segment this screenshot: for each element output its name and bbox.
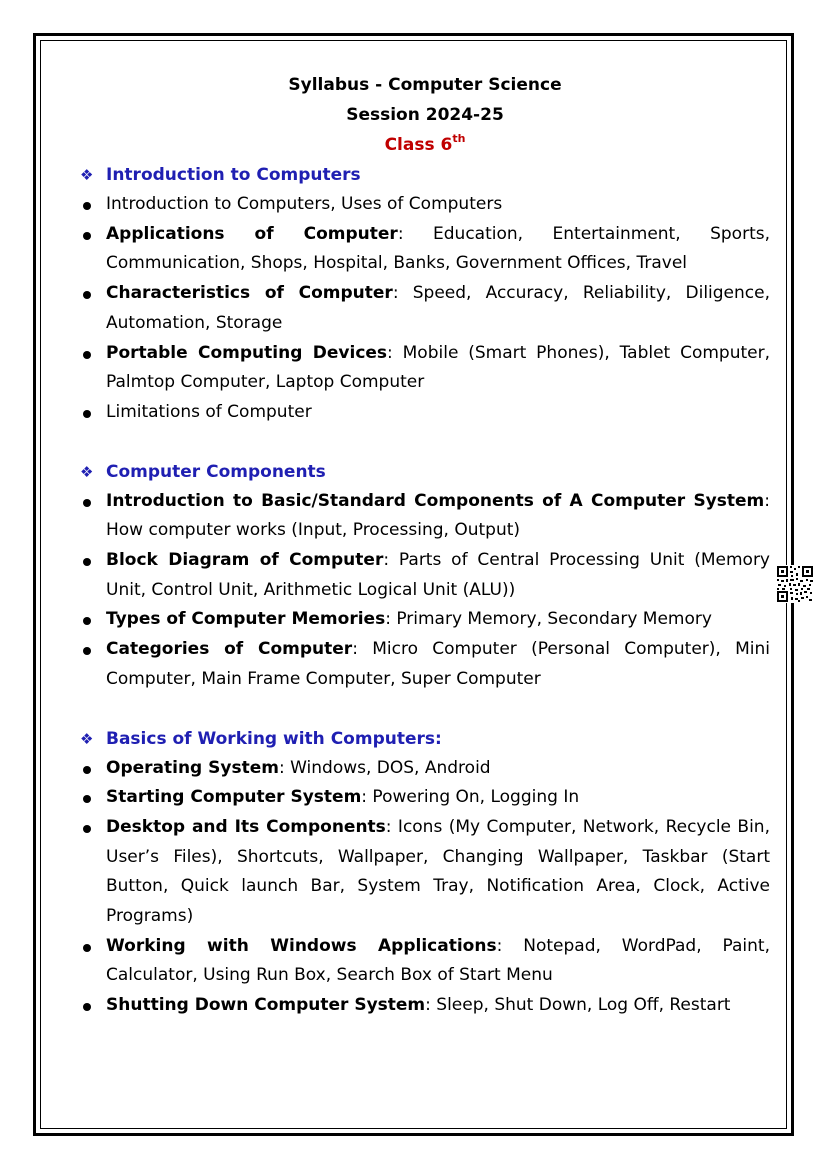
section-title-text: Basics of Working with Computers: (106, 728, 442, 749)
topic-text: : Parts of Central Processing Unit (Memory Unit, Control Unit, Arithmetic Logical Unit (ALU)) (106, 550, 770, 600)
round-bullet-icon (83, 647, 91, 655)
topic-heading: Shutting Down Computer System (106, 995, 426, 1016)
section-title-text: Introduction to Computers (106, 165, 361, 185)
round-bullet-icon (83, 232, 91, 240)
section-title (80, 724, 770, 754)
document-title: Syllabus - Computer Science (288, 75, 562, 95)
topic-text: : Micro Computer (Personal Computer), Mini Computer, Main Frame Computer, Super Computer (106, 639, 770, 689)
topic-heading: Portable Computing Devices (106, 342, 388, 363)
section-title (80, 160, 770, 190)
diamond-bullet-icon: ❖ (80, 166, 94, 184)
list-item (80, 190, 770, 220)
topic-text: : Primary Memory, Secondary Memory (385, 609, 712, 630)
section-3 (80, 724, 770, 1021)
round-bullet-icon (83, 291, 91, 299)
list-item (80, 487, 770, 546)
topic-text: : How computer works (Input, Processing, Output) (106, 490, 770, 541)
list-item (80, 398, 770, 428)
topic-list (80, 487, 770, 695)
round-bullet-icon (83, 351, 91, 359)
section-title-text: Computer Components (106, 461, 326, 482)
topic-heading: Block Diagram of Computer (106, 550, 384, 571)
topic-text: Limitations of Computer (106, 401, 312, 422)
list-item (80, 754, 770, 784)
topic-heading: Working with Windows Applications (106, 935, 497, 956)
list-item (80, 339, 770, 398)
round-bullet-icon (83, 766, 91, 774)
list-item (80, 783, 770, 813)
topic-heading: Types of Computer Memories (106, 609, 386, 630)
round-bullet-icon (83, 499, 91, 507)
topic-text: : Notepad, WordPad, Paint, Calculator, Using Run Box, Search Box of Start Menu (106, 935, 770, 986)
list-item (80, 813, 770, 932)
topic-heading: Categories of Computer (106, 639, 353, 660)
list-item (80, 991, 770, 1021)
class-label-superscript: th (452, 132, 466, 146)
section-1 (80, 160, 770, 428)
section-title (80, 457, 770, 487)
round-bullet-icon (83, 558, 91, 566)
topic-text: : Speed, Accuracy, Reliability, Diligence, Automation, Storage (106, 283, 770, 333)
topic-list (80, 190, 770, 428)
sections-container (80, 160, 770, 1021)
topic-heading: Introduction to Basic/Standard Components of A Computer System (106, 490, 765, 511)
list-item (80, 546, 770, 605)
round-bullet-icon (83, 410, 91, 418)
diamond-bullet-icon: ❖ (80, 729, 94, 748)
topic-list (80, 754, 770, 1021)
list-item (80, 932, 770, 991)
topic-text: : Sleep, Shut Down, Log Off, Restart (425, 995, 731, 1016)
round-bullet-icon (83, 795, 91, 803)
topic-heading: Characteristics of Computer (106, 283, 393, 304)
list-item (80, 279, 770, 338)
topic-text: : Icons (My Computer, Network, Recycle Bin, User’s Files), Shortcuts, Wallpaper, Changing Wallpaper, Taskbar (Start Button, Quick launch Bar, System Tray, Notification Area, Clock, Active Programs) (106, 816, 770, 927)
round-bullet-icon (83, 202, 91, 210)
session-label: Session 2024-25 (346, 105, 504, 125)
section-2 (80, 457, 770, 695)
topic-heading: Starting Computer System (106, 787, 362, 808)
syllabus-document (80, 70, 770, 1021)
topic-heading: Applications of Computer (106, 223, 398, 244)
list-item (80, 220, 770, 279)
diamond-bullet-icon: ❖ (80, 462, 94, 481)
topic-text: Introduction to Computers, Uses of Computers (106, 194, 503, 214)
round-bullet-icon (83, 617, 91, 625)
round-bullet-icon (83, 1003, 91, 1011)
topic-text: : Powering On, Logging In (361, 787, 580, 808)
topic-text: : Windows, DOS, Android (278, 757, 491, 778)
list-item (80, 635, 770, 694)
topic-heading: Operating System (106, 757, 279, 778)
topic-heading: Desktop and Its Components (106, 816, 386, 837)
qr-code-icon (776, 565, 814, 603)
topic-text: : Education, Entertainment, Sports, Communication, Shops, Hospital, Banks, Government Offices, Travel (106, 223, 770, 274)
class-label (80, 130, 770, 160)
topic-text: : Mobile (Smart Phones), Tablet Computer, Palmtop Computer, Laptop Computer (106, 342, 770, 393)
round-bullet-icon (83, 825, 91, 833)
class-label-text: Class 6 (384, 135, 453, 155)
round-bullet-icon (83, 944, 91, 952)
list-item (80, 605, 770, 635)
